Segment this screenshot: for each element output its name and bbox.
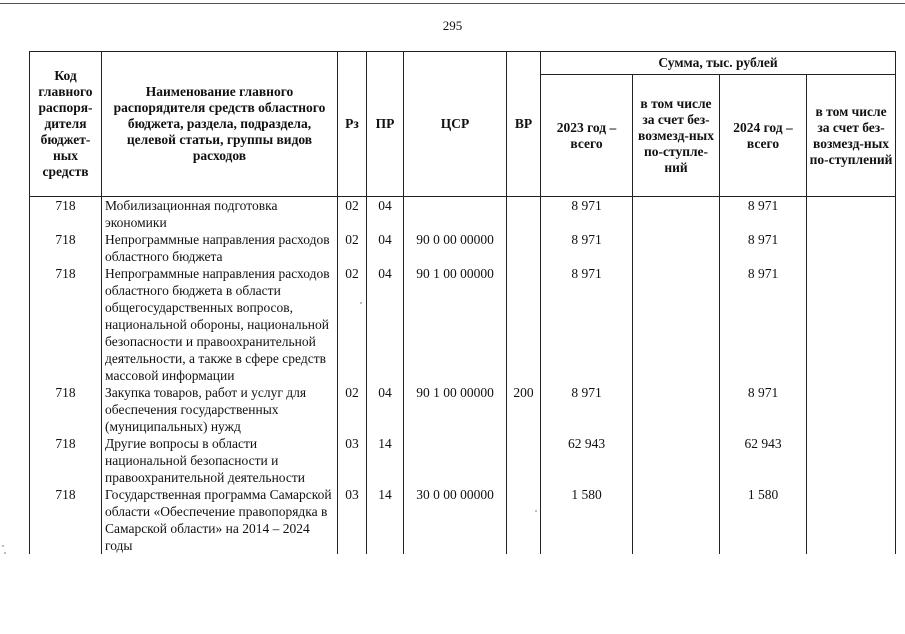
table-row — [30, 265, 896, 384]
cell-code: 718 — [30, 486, 102, 554]
scan-speck — [2, 545, 4, 547]
cell-name: Непрограммные направления расходов областного бюджета в области общегосударственных вопросов, национальной обороны, национальной безопасности и правоохранительной деятельности, а также в сфере средств массовой информации — [102, 265, 338, 384]
cell-2024-total: 1 580 — [720, 486, 807, 554]
header-vr: ВР — [507, 52, 541, 197]
cell-name: Государственная программа Самарской области «Обеспечение правопорядка в Самарской области» на 2014 – 2024 годы — [102, 486, 338, 554]
cell-vr — [507, 435, 541, 486]
header-2024-grants: в том числе за счет без-возмезд-ных по-ступлений — [807, 75, 896, 197]
header-csr: ЦСР — [404, 52, 507, 197]
cell-2023-total: 8 971 — [541, 384, 633, 435]
cell-rz: 03 — [338, 435, 367, 486]
cell-csr — [404, 197, 507, 232]
cell-vr — [507, 265, 541, 384]
cell-2023-grants — [633, 265, 720, 384]
cell-vr — [507, 197, 541, 232]
table-row — [30, 231, 896, 265]
cell-code: 718 — [30, 197, 102, 232]
cell-csr: 30 0 00 00000 — [404, 486, 507, 554]
cell-vr — [507, 486, 541, 554]
cell-code: 718 — [30, 435, 102, 486]
cell-name: Мобилизационная подготовка экономики — [102, 197, 338, 232]
cell-name: Закупка товаров, работ и услуг для обеспечения государственных (муниципальных) нужд — [102, 384, 338, 435]
header-2023-grants: в том числе за счет без-возмезд-ных по-ступле-ний — [633, 75, 720, 197]
cell-name: Другие вопросы в области национальной безопасности и правоохранительной деятельности — [102, 435, 338, 486]
cell-vr — [507, 231, 541, 265]
cell-2023-grants — [633, 231, 720, 265]
cell-2024-total: 62 943 — [720, 435, 807, 486]
cell-rz: 03 — [338, 486, 367, 554]
header-2023-total: 2023 год – всего — [541, 75, 633, 197]
cell-2023-grants — [633, 197, 720, 232]
cell-2024-grants — [807, 197, 896, 232]
cell-name: Непрограммные направления расходов областного бюджета — [102, 231, 338, 265]
cell-code: 718 — [30, 384, 102, 435]
header-row-top — [30, 52, 896, 75]
scan-speck — [4, 552, 6, 554]
cell-pr: 14 — [367, 486, 404, 554]
cell-rz: 02 — [338, 197, 367, 232]
cell-pr: 04 — [367, 384, 404, 435]
table-row — [30, 197, 896, 232]
cell-2023-total: 1 580 — [541, 486, 633, 554]
cell-2024-grants — [807, 231, 896, 265]
top-rule — [0, 3, 905, 4]
cell-2024-total: 8 971 — [720, 231, 807, 265]
cell-2024-grants — [807, 265, 896, 384]
header-name: Наименование главного распорядителя средств областного бюджета, раздела, подраздела, целевой статьи, группы видов расходов — [102, 52, 338, 197]
cell-2023-grants — [633, 486, 720, 554]
table-row — [30, 435, 896, 486]
scan-speck — [360, 302, 362, 304]
cell-code: 718 — [30, 265, 102, 384]
cell-vr: 200 — [507, 384, 541, 435]
cell-2024-total: 8 971 — [720, 197, 807, 232]
scan-speck — [535, 510, 537, 512]
cell-rz: 02 — [338, 231, 367, 265]
cell-pr: 04 — [367, 231, 404, 265]
header-sum: Сумма, тыс. рублей — [541, 52, 896, 75]
cell-2023-total: 8 971 — [541, 231, 633, 265]
header-pr: ПР — [367, 52, 404, 197]
cell-code: 718 — [30, 231, 102, 265]
cell-rz: 02 — [338, 384, 367, 435]
cell-csr: 90 1 00 00000 — [404, 384, 507, 435]
header-2024-total: 2024 год – всего — [720, 75, 807, 197]
cell-csr — [404, 435, 507, 486]
cell-2024-total: 8 971 — [720, 265, 807, 384]
cell-pr: 04 — [367, 197, 404, 232]
cell-pr: 04 — [367, 265, 404, 384]
header-code: Код главного распоря-дителя бюджет-ных средств — [30, 52, 102, 197]
cell-csr: 90 1 00 00000 — [404, 265, 507, 384]
cell-2024-grants — [807, 486, 896, 554]
cell-2024-grants — [807, 384, 896, 435]
cell-2024-total: 8 971 — [720, 384, 807, 435]
table-row — [30, 384, 896, 435]
cell-2023-grants — [633, 384, 720, 435]
cell-csr: 90 0 00 00000 — [404, 231, 507, 265]
cell-2023-total: 8 971 — [541, 265, 633, 384]
cell-2023-total: 8 971 — [541, 197, 633, 232]
budget-table — [29, 51, 896, 554]
cell-2023-total: 62 943 — [541, 435, 633, 486]
cell-pr: 14 — [367, 435, 404, 486]
cell-rz: 02 — [338, 265, 367, 384]
page-number: 295 — [442, 18, 463, 33]
header-rz: Рз — [338, 52, 367, 197]
cell-2024-grants — [807, 435, 896, 486]
table-row — [30, 486, 896, 554]
cell-2023-grants — [633, 435, 720, 486]
